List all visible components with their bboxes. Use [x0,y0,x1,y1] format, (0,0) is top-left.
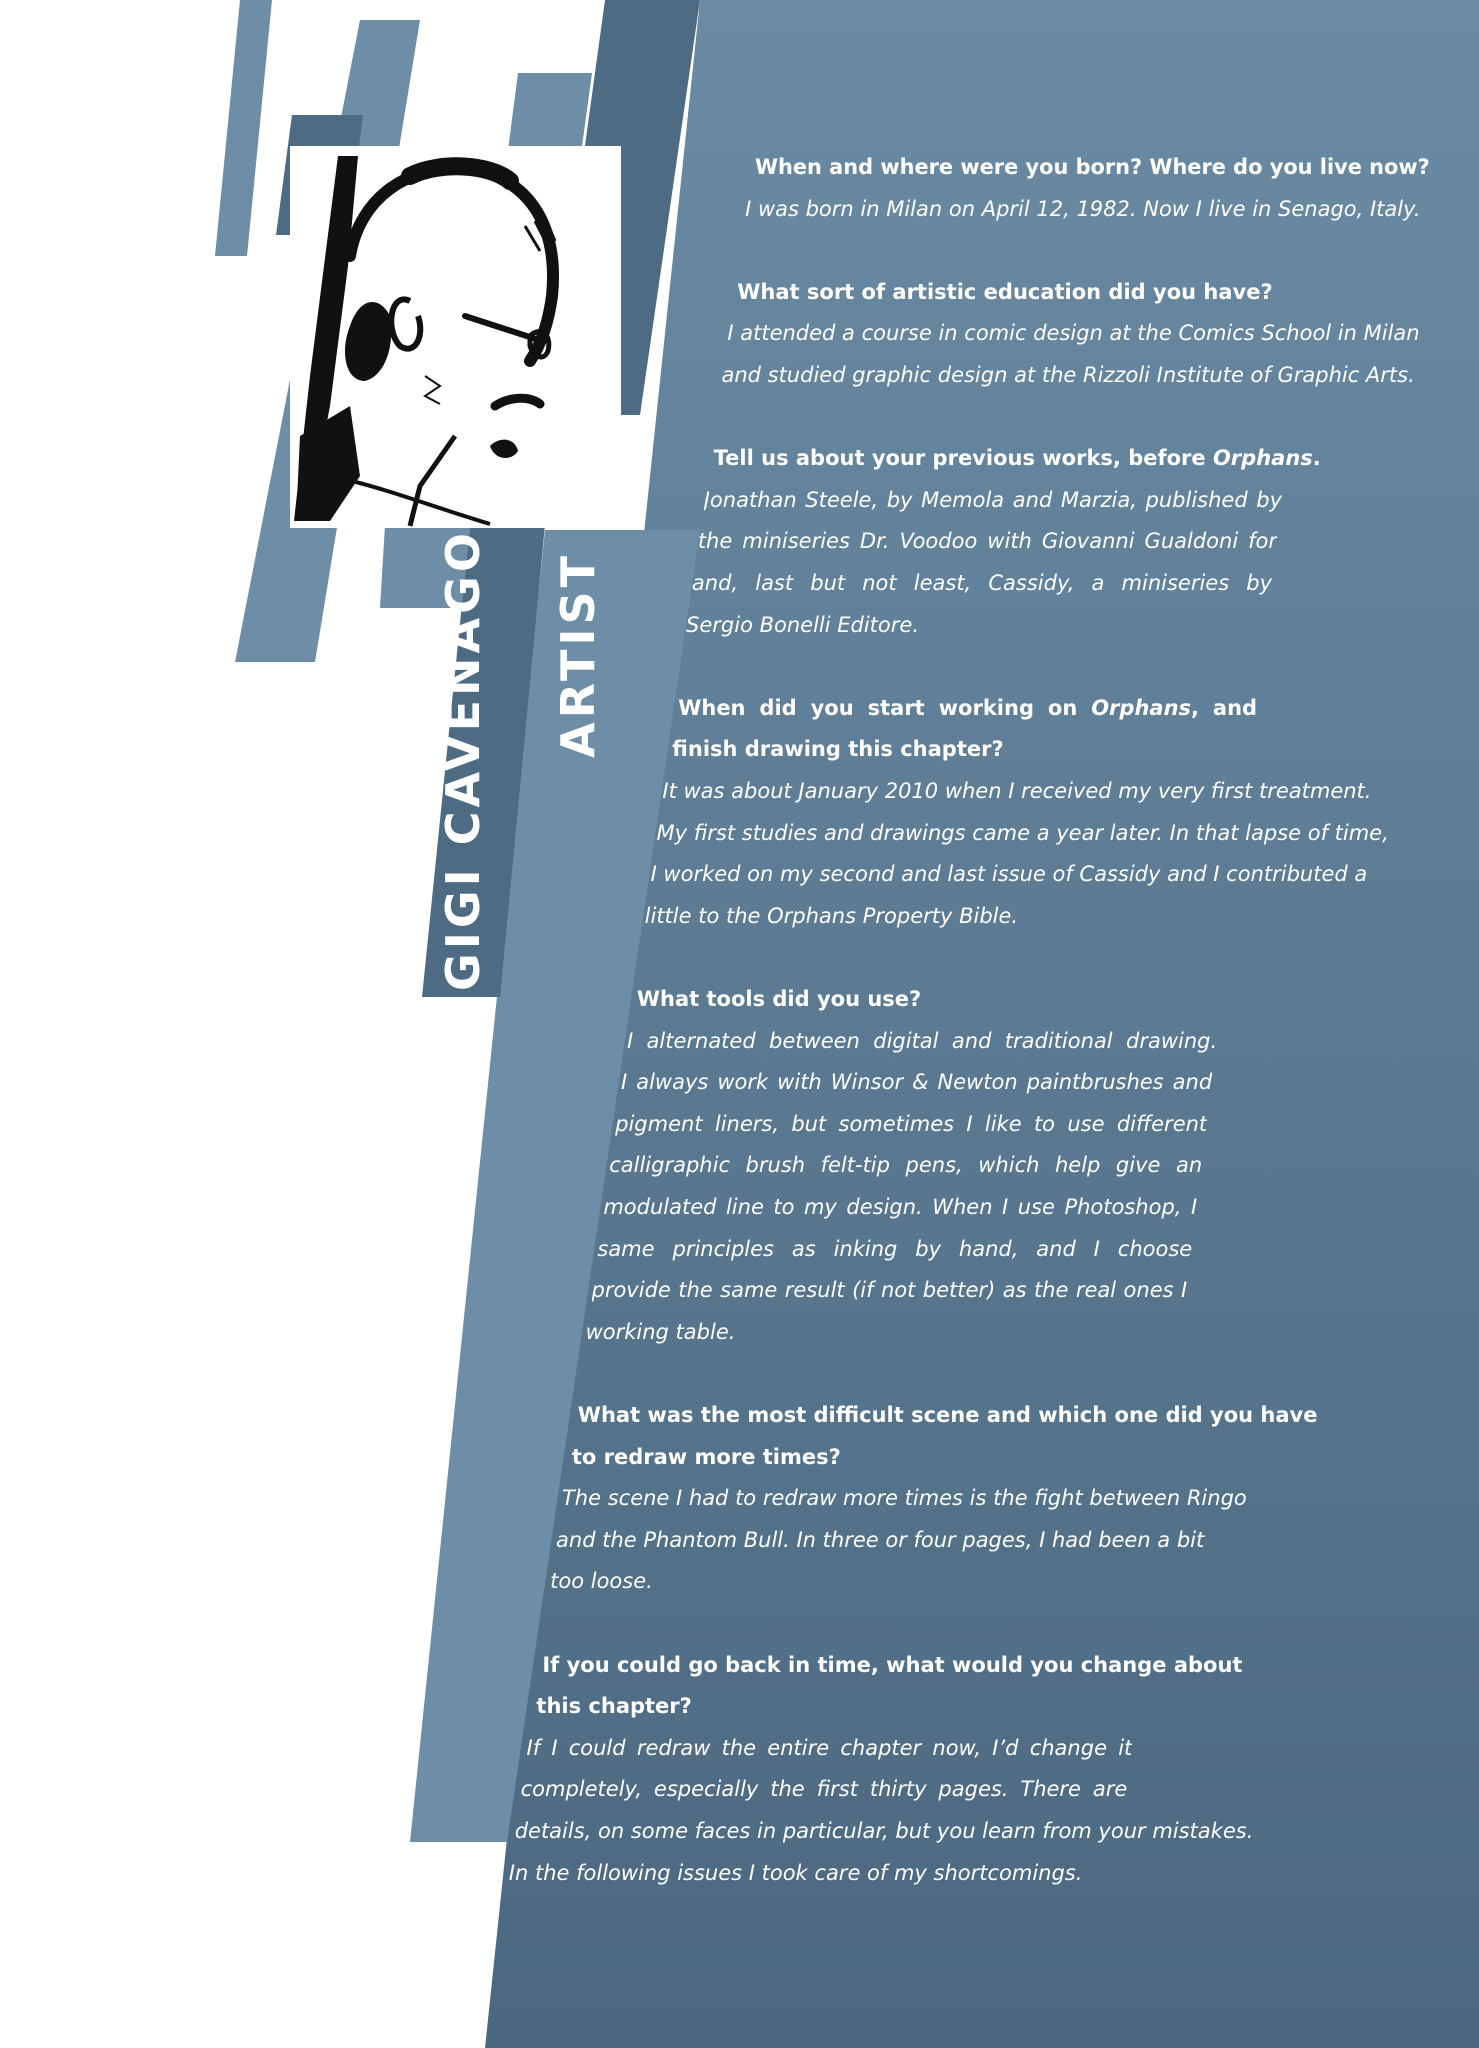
answer-line: I always work with Winsor & Newton paintbrushes and [621,1070,1213,1095]
answer-line: completely, especially the first thirty pages. There are [520,1777,1128,1802]
text-segment: , a miniseries by [1067,571,1273,595]
text-segment: and I contributed a [1160,862,1368,887]
text-segment: the miniseries [697,529,860,554]
question-line: this chapter? [536,1694,692,1719]
answer-line: calligraphic brush felt-tip pens, which help give an [609,1153,1203,1178]
answer-line [698,520,1277,562]
text-segment: I worked on my second and last issue of [650,862,1080,887]
question-line: What was the most difficult scene and which one did you have [577,1403,1318,1427]
answer-line: I alternated between digital and traditional drawing. [626,1028,1218,1053]
answer-line: modulated line to my design. When I use Photoshop, I [603,1195,1198,1219]
answer-line: details, on some faces in particular, but you learn from your mistakes. [514,1819,1254,1843]
answer-line: It was about January 2010 when I received my very first treatment. [662,779,1372,803]
answer-line [645,895,1018,937]
title-emphasis: Orphans [1212,446,1313,471]
answer-line: If I could redraw the entire chapter now, I’d change it [526,1735,1133,1760]
artist-name: GIGI CAVENAGO [436,529,490,991]
text-segment: . [1312,446,1321,471]
answer-line [651,853,1368,895]
title-emphasis: Orphans [1091,695,1192,720]
answer-line: The scene I had to redraw more times is the fight between Ringo [561,1486,1247,1511]
title-emphasis: Cassidy [988,571,1068,595]
answer-line: In the following issues I took care of my shortcomings. [508,1860,1083,1885]
text-segment: and, last but not least, [691,571,989,595]
stripe-1 [215,0,272,256]
text-segment: . [1011,903,1019,928]
answer-line: I was born in Milan on April 12, 1982. Now I live in Senago, Italy. [745,196,1421,221]
question-line: What tools did you use? [636,987,922,1011]
question-line: finish drawing this chapter? [672,737,1004,762]
question-line: What sort of artistic education did you have? [737,279,1273,304]
answer-line: Sergio Bonelli Editore. [686,612,919,637]
answer-line [692,562,1272,604]
question-line: to redraw more times? [571,1444,841,1469]
answer-line: and studied graphic design at the Rizzoli Institute of Graphic Arts. [721,363,1415,387]
question-line [714,437,1321,479]
text-segment: Tell us about your previous works, before [713,446,1213,471]
answer-line: I attended a course in comic design at the Comics School in Milan [727,321,1420,346]
title-emphasis: Cassidy [1079,862,1161,887]
answer-line: same principles as inking by hand, and I choose [597,1236,1193,1261]
answer-line [704,479,1282,521]
question-line: If you could go back in time, what would you change about [542,1652,1243,1677]
question-line [678,687,1257,729]
text-segment: with Giovanni Gualdoni for [987,529,1278,554]
title-emphasis: Jonathan Steele [703,487,872,512]
title-emphasis: Dr. Voodoo [859,529,978,554]
portrait-sketch-icon [290,146,621,528]
answer-line: pigment liners, but sometimes I like to use different [615,1111,1208,1136]
text-segment: When did you start working on [678,695,1092,720]
text-segment: little to the [644,903,768,928]
artist-portrait [290,146,621,528]
title-emphasis: Orphans Property Bible [767,903,1012,928]
answer-line: provide the same result (if not better) as the real ones I [591,1278,1188,1303]
artist-role: ARTIST [551,552,605,758]
answer-line: and the Phantom Bull. In three or four pages, I had been a bit [556,1527,1205,1552]
answer-line: too loose. [550,1569,653,1594]
answer-line: My first studies and drawings came a year later. In that lapse of time, [656,820,1389,845]
text-segment: , by Memola and Marzia, published by [871,487,1283,512]
question-line: When and where were you born? Where do you live now? [755,155,1430,179]
text-segment: , and [1191,695,1258,720]
answer-line: working table. [585,1319,736,1344]
